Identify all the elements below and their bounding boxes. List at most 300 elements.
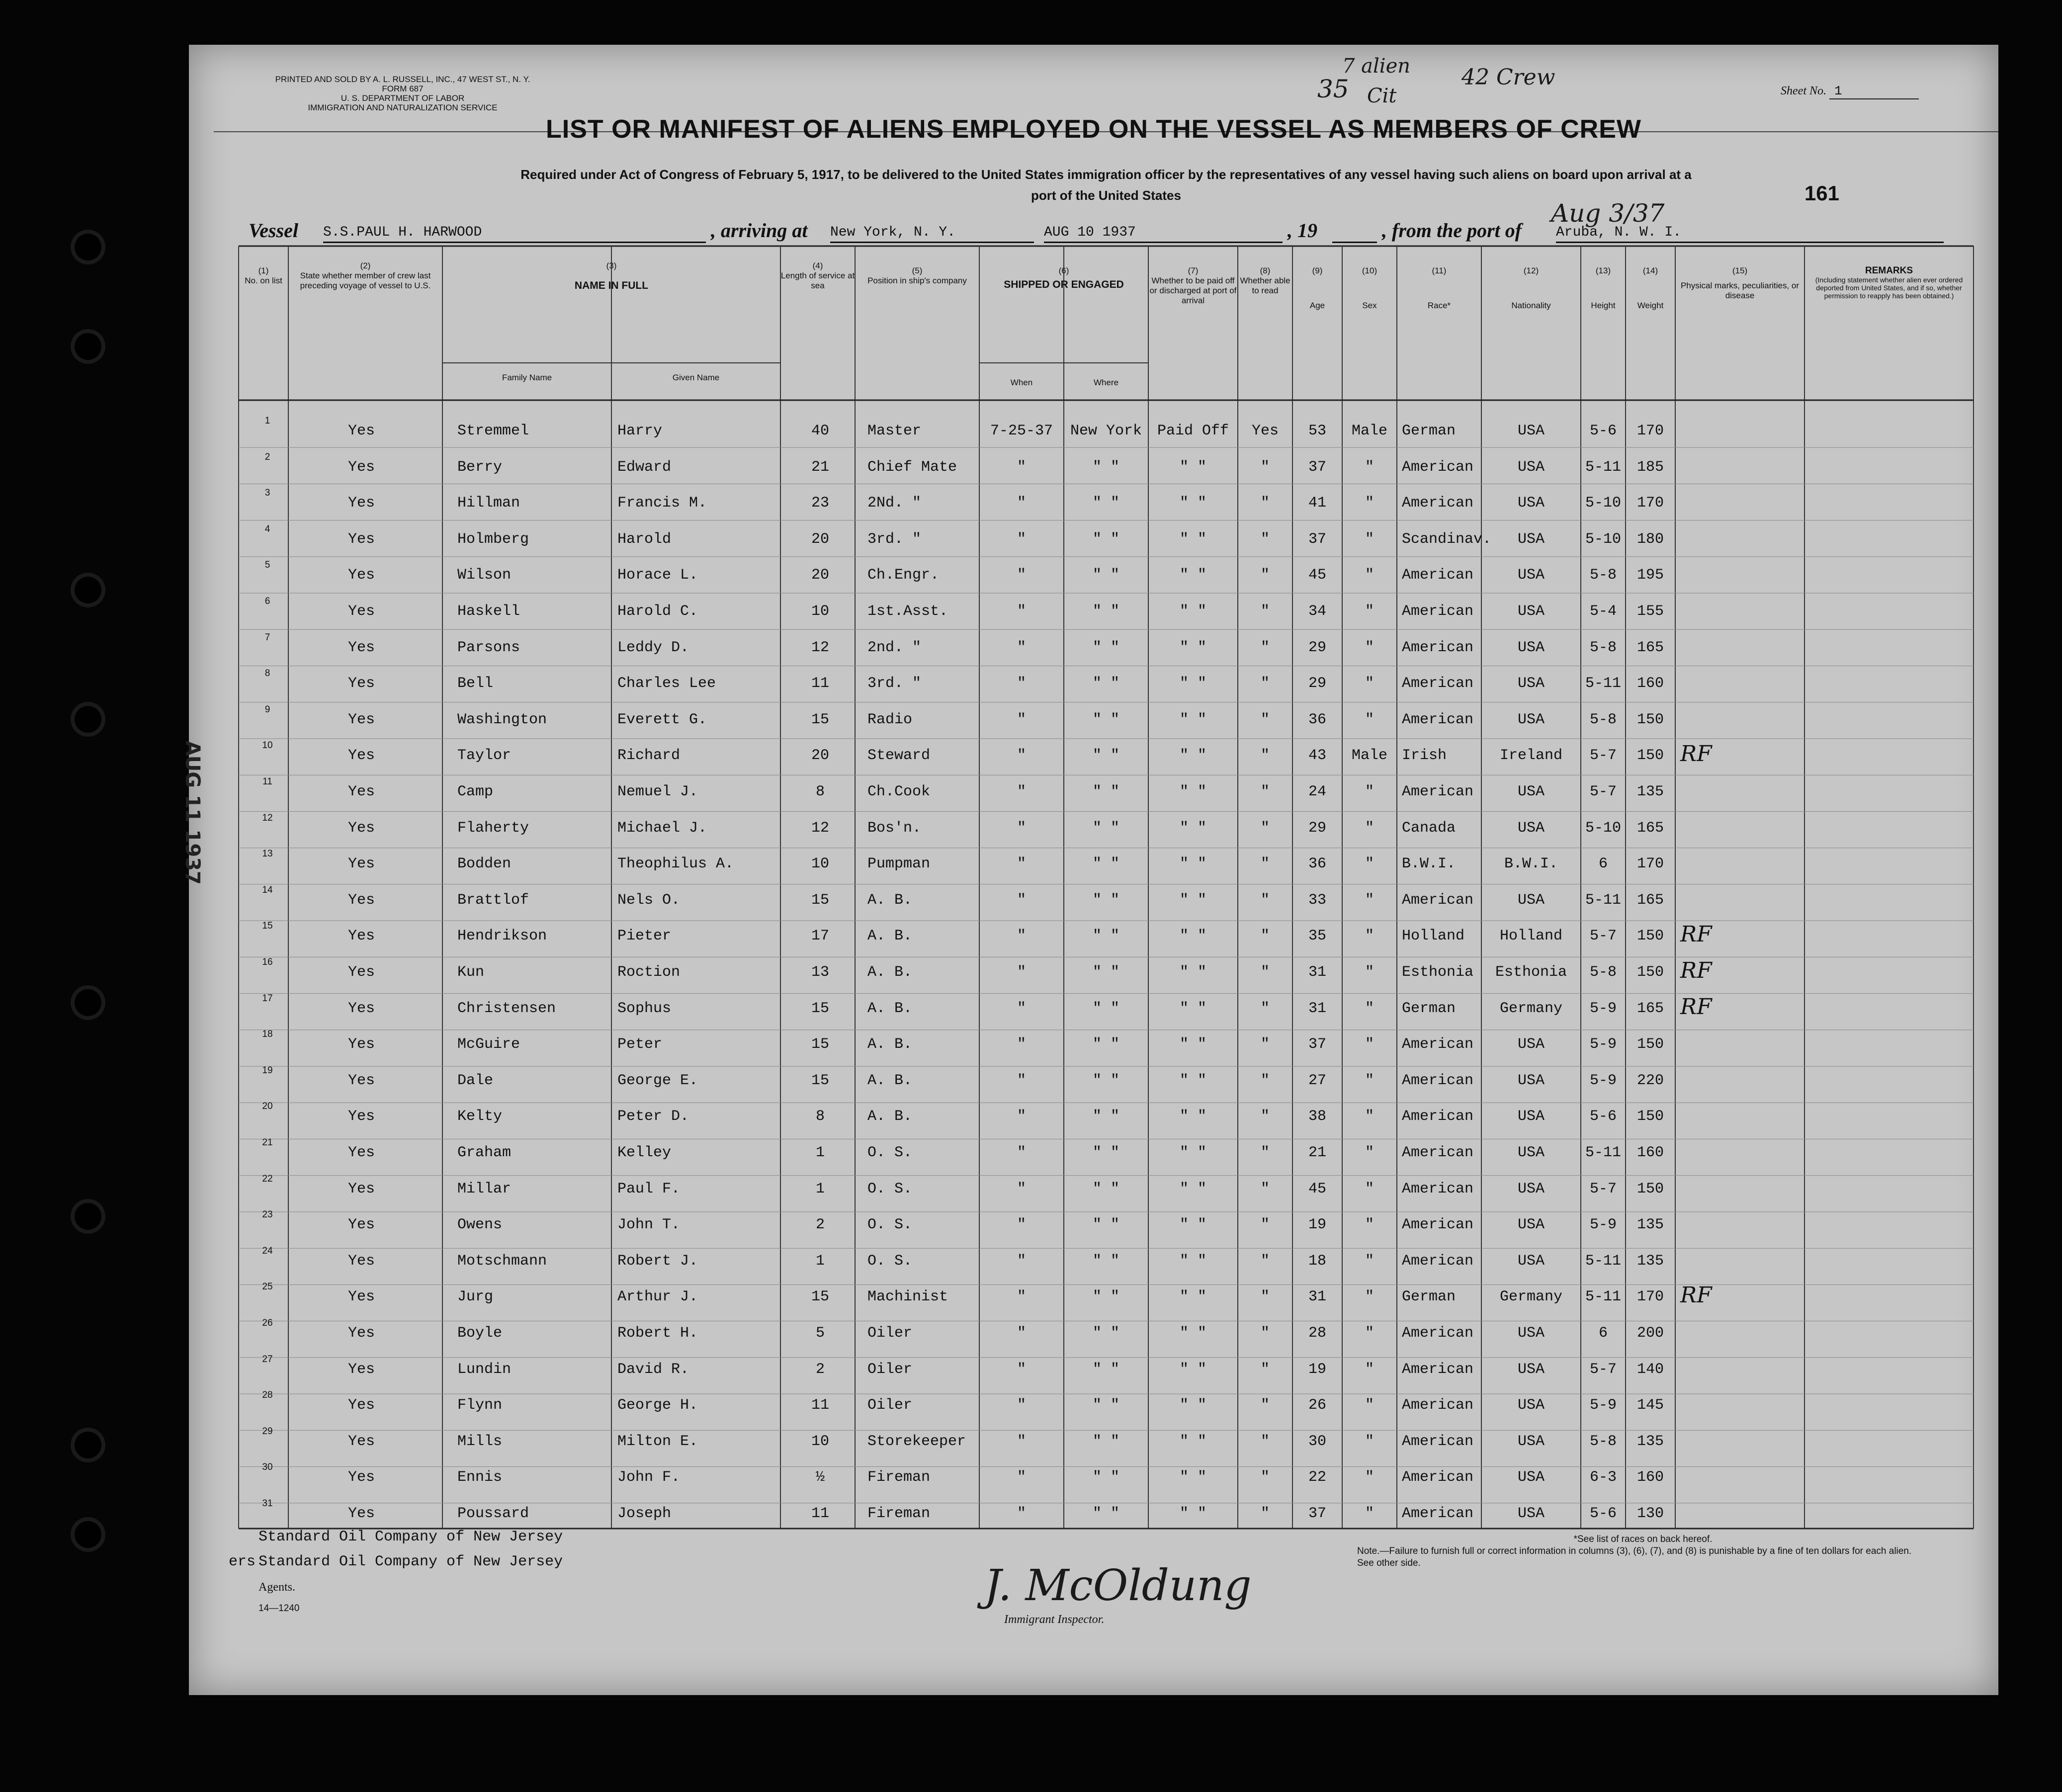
cell-weight: 170	[1636, 495, 1664, 512]
cell-age: 38	[1308, 1108, 1326, 1125]
cell-height: 5-9	[1589, 1000, 1617, 1017]
cell-position: Oiler	[867, 1325, 913, 1342]
remarks-label: REMARKS	[1865, 265, 1913, 276]
cell-paid: " "	[1179, 1433, 1206, 1450]
cell-race: Esthonia	[1402, 964, 1474, 981]
cell-prev: Yes	[348, 1216, 375, 1234]
cell-given: George E.	[617, 1072, 698, 1089]
cell-family: Haskell	[457, 603, 520, 620]
cell-age: 18	[1308, 1252, 1326, 1270]
col-label: Physical marks, peculiarities, or disease	[1680, 281, 1800, 300]
cell-where: " "	[1092, 1108, 1119, 1125]
cell-paid: " "	[1179, 639, 1206, 656]
cell-paid: " "	[1179, 747, 1206, 765]
operator-prefix: ers	[229, 1553, 256, 1570]
cell-given: Edward	[617, 458, 672, 476]
cell-height: 6	[1598, 1325, 1608, 1342]
cell-when: "	[1017, 1252, 1026, 1270]
printer-line: PRINTED AND SOLD BY A. L. RUSSELL, INC., 47 WEST ST., N. Y.	[275, 75, 530, 84]
handwritten-note-alien: 7 alien	[1342, 55, 1411, 78]
col-number: (12)	[1523, 266, 1539, 275]
cell-race: American	[1402, 675, 1474, 692]
department-line: U. S. DEPARTMENT OF LABOR	[341, 93, 465, 103]
cell-position: A. B.	[867, 964, 913, 981]
cell-no: 27	[262, 1354, 273, 1365]
cell-where: " "	[1092, 1361, 1119, 1378]
cell-service: 40	[811, 423, 829, 439]
cell-when: "	[1017, 1397, 1026, 1414]
cell-height: 5-8	[1589, 964, 1617, 981]
cell-height: 5-8	[1589, 711, 1617, 728]
cell-paid: " "	[1179, 1144, 1206, 1161]
cell-height: 5-9	[1589, 1072, 1617, 1089]
cell-marks: RF	[1680, 922, 1712, 947]
cell-where: " "	[1092, 1144, 1119, 1161]
cell-service: 15	[811, 1288, 829, 1306]
cell-position: 1st.Asst.	[867, 603, 948, 620]
cell-sex: "	[1365, 495, 1374, 512]
cell-paid: " "	[1179, 1180, 1206, 1197]
cell-height: 5-8	[1589, 1433, 1617, 1450]
cell-prev: Yes	[348, 1325, 375, 1342]
arrival-date: AUG 10 1937	[1044, 225, 1283, 243]
cell-nationality: USA	[1517, 1433, 1545, 1450]
cell-weight: 165	[1636, 819, 1664, 837]
cell-sex: "	[1365, 639, 1374, 656]
cell-position: Steward	[867, 747, 931, 765]
cell-family: Stremmel	[457, 423, 529, 439]
col-label: Height	[1591, 301, 1616, 310]
cell-paid: " "	[1179, 1469, 1206, 1486]
cell-where: " "	[1092, 1252, 1119, 1270]
cell-race: American	[1402, 639, 1474, 656]
col-number: (5)	[912, 266, 923, 275]
cell-family: Flaherty	[457, 819, 529, 837]
cell-position: Pumpman	[867, 855, 931, 873]
cell-service: 21	[811, 458, 829, 476]
cell-height: 5-10	[1585, 495, 1621, 512]
cell-sex: "	[1365, 1469, 1374, 1486]
cell-paid: " "	[1179, 819, 1206, 837]
cell-position: A. B.	[867, 1036, 913, 1053]
cell-sex: "	[1365, 855, 1374, 873]
cell-no: 9	[264, 704, 270, 715]
cell-no: 1	[264, 416, 270, 426]
cell-given: Pieter	[617, 928, 672, 945]
cell-weight: 185	[1636, 458, 1664, 476]
cell-family: Jurg	[457, 1288, 494, 1306]
cell-where: New York	[1070, 423, 1142, 439]
cell-position: Storekeeper	[867, 1433, 966, 1450]
cell-prev: Yes	[348, 603, 375, 620]
cell-weight: 160	[1636, 675, 1664, 692]
cell-service: 20	[811, 530, 829, 548]
cell-when: "	[1017, 1216, 1026, 1234]
cell-service: 10	[811, 855, 829, 873]
cell-when: "	[1017, 747, 1026, 765]
cell-age: 31	[1308, 1288, 1326, 1306]
cell-age: 26	[1308, 1397, 1326, 1414]
cell-weight: 165	[1636, 1000, 1664, 1017]
cell-age: 31	[1308, 964, 1326, 981]
cell-weight: 135	[1636, 1216, 1664, 1234]
cell-service: 20	[811, 747, 829, 765]
cell-paid: " "	[1179, 675, 1206, 692]
cell-prev: Yes	[348, 891, 375, 909]
cell-given: Arthur J.	[617, 1288, 698, 1306]
cell-no: 25	[262, 1281, 273, 1292]
cell-paid: " "	[1179, 1252, 1206, 1270]
cell-paid: " "	[1179, 1325, 1206, 1342]
cell-height: 5-9	[1589, 1216, 1617, 1234]
cell-paid: " "	[1179, 1036, 1206, 1053]
cell-service: 20	[811, 567, 829, 584]
cell-weight: 135	[1636, 1252, 1664, 1270]
cell-service: 10	[811, 603, 829, 620]
cell-when: "	[1017, 1325, 1026, 1342]
date-stamp: AUG 11 1937	[181, 741, 204, 885]
cell-weight: 195	[1636, 567, 1664, 584]
binder-holes	[0, 0, 189, 1792]
cell-position: O. S.	[867, 1180, 913, 1197]
cell-given: Paul F.	[617, 1180, 681, 1197]
col-number: (11)	[1432, 266, 1447, 275]
cell-given: Joseph	[617, 1505, 672, 1522]
cell-race: American	[1402, 1108, 1474, 1125]
cell-sex: "	[1365, 675, 1374, 692]
cell-no: 24	[262, 1245, 273, 1256]
cell-position: A. B.	[867, 1000, 913, 1017]
cell-position: A. B.	[867, 1108, 913, 1125]
cell-nationality: USA	[1517, 567, 1545, 584]
binder-hole	[75, 1521, 101, 1548]
cell-position: A. B.	[867, 928, 913, 945]
cell-given: Theophilus A.	[617, 855, 734, 873]
cell-when: "	[1017, 1072, 1026, 1089]
cell-sex: "	[1365, 1108, 1374, 1125]
cell-service: 15	[811, 1036, 829, 1053]
cell-age: 29	[1308, 819, 1326, 837]
cell-race: American	[1402, 1036, 1474, 1053]
cell-sex: "	[1365, 1252, 1374, 1270]
cell-family: Kun	[457, 964, 485, 981]
cell-age: 29	[1308, 675, 1326, 692]
crew-table	[189, 45, 1998, 1695]
cell-height: 5-7	[1589, 1180, 1617, 1197]
penalty-note: Note.—Failure to furnish full or correct information in columns (3), (6), (7), and (8) is punishable by a fine of ten dollars for each alien. See other side.	[1357, 1546, 1912, 1568]
handwritten-note-top: 35	[1317, 75, 1349, 103]
cell-read: "	[1260, 1361, 1270, 1378]
cell-weight: 150	[1636, 711, 1664, 728]
cell-prev: Yes	[348, 1144, 375, 1161]
cell-service: 8	[815, 783, 825, 800]
agents-line: Agents.	[258, 1581, 295, 1594]
cell-when: "	[1017, 495, 1026, 512]
cell-where: " "	[1092, 1469, 1119, 1486]
cell-height: 6-3	[1589, 1469, 1617, 1486]
cell-where: " "	[1092, 603, 1119, 620]
cell-age: 21	[1308, 1144, 1326, 1161]
cell-nationality: USA	[1517, 530, 1545, 548]
cell-position: O. S.	[867, 1144, 913, 1161]
cell-race: American	[1402, 495, 1474, 512]
cell-given: Milton E.	[617, 1433, 698, 1450]
arriving-port: New York, N. Y.	[830, 225, 1034, 243]
cell-family: Christensen	[457, 1000, 556, 1017]
cell-no: 17	[262, 993, 273, 1004]
cell-age: 30	[1308, 1433, 1326, 1450]
cell-prev: Yes	[348, 783, 375, 800]
cell-sex: "	[1365, 891, 1374, 909]
family-name-header: Family Name	[502, 373, 552, 382]
cell-nationality: USA	[1517, 639, 1545, 656]
cell-paid: " "	[1179, 928, 1206, 945]
cell-age: 37	[1308, 1036, 1326, 1053]
cell-service: 12	[811, 819, 829, 837]
cell-race: American	[1402, 1361, 1474, 1378]
cell-when: "	[1017, 855, 1026, 873]
cell-paid: " "	[1179, 855, 1206, 873]
col-label: Age	[1309, 301, 1325, 310]
col-label: Sex	[1362, 301, 1377, 310]
cell-family: Boyle	[457, 1325, 503, 1342]
cell-paid: " "	[1179, 495, 1206, 512]
cell-prev: Yes	[348, 1036, 375, 1053]
cell-sex: "	[1365, 1433, 1374, 1450]
cell-height: 5-11	[1585, 1144, 1621, 1161]
cell-family: Kelty	[457, 1108, 503, 1125]
cell-weight: 150	[1636, 747, 1664, 765]
cell-family: Millar	[457, 1180, 512, 1197]
cell-when: "	[1017, 1036, 1026, 1053]
cell-position: Bos'n.	[867, 819, 922, 837]
form-number: FORM 687	[382, 84, 424, 93]
cell-family: Owens	[457, 1216, 503, 1234]
cell-nationality: USA	[1517, 603, 1545, 620]
binder-hole	[75, 1203, 101, 1230]
cell-given: Peter	[617, 1036, 663, 1053]
cell-family: Lundin	[457, 1361, 512, 1378]
cell-race: American	[1402, 603, 1474, 620]
cell-weight: 150	[1636, 1108, 1664, 1125]
cell-age: 37	[1308, 458, 1326, 476]
cell-no: 6	[264, 596, 270, 606]
cell-prev: Yes	[348, 639, 375, 656]
cell-nationality: USA	[1517, 1180, 1545, 1197]
cell-age: 28	[1308, 1325, 1326, 1342]
cell-prev: Yes	[348, 1469, 375, 1486]
cell-age: 19	[1308, 1216, 1326, 1234]
page-number: 161	[1804, 181, 1839, 205]
cell-nationality: USA	[1517, 423, 1545, 439]
cell-where: " "	[1092, 675, 1119, 692]
cell-nationality: Esthonia	[1495, 964, 1567, 981]
cell-no: 23	[262, 1209, 273, 1220]
cell-prev: Yes	[348, 747, 375, 765]
cell-where: " "	[1092, 1180, 1119, 1197]
cell-service: 23	[811, 495, 829, 512]
cell-family: Ennis	[457, 1469, 503, 1486]
cell-age: 45	[1308, 1180, 1326, 1197]
cell-no: 20	[262, 1101, 273, 1112]
cell-given: Francis M.	[617, 495, 707, 512]
cell-when: 7-25-37	[990, 423, 1053, 439]
cell-when: "	[1017, 1361, 1026, 1378]
cell-age: 24	[1308, 783, 1326, 800]
cell-when: "	[1017, 530, 1026, 548]
cell-read: "	[1260, 639, 1270, 656]
cell-prev: Yes	[348, 495, 375, 512]
cell-service: 17	[811, 928, 829, 945]
cell-race: German	[1402, 1000, 1456, 1017]
cell-sex: "	[1365, 928, 1374, 945]
cell-race: American	[1402, 1216, 1474, 1234]
cell-position: Radio	[867, 711, 913, 728]
cell-height: 5-11	[1585, 1252, 1621, 1270]
cell-nationality: USA	[1517, 1036, 1545, 1053]
cell-nationality: USA	[1517, 1397, 1545, 1414]
cell-height: 5-9	[1589, 1397, 1617, 1414]
cell-read: "	[1260, 928, 1270, 945]
cell-where: " "	[1092, 1325, 1119, 1342]
cell-height: 5-6	[1589, 1505, 1617, 1522]
cell-sex: "	[1365, 1288, 1374, 1306]
cell-nationality: USA	[1517, 1144, 1545, 1161]
cell-read: "	[1260, 567, 1270, 584]
cell-position: Chief Mate	[867, 458, 957, 476]
cell-when: "	[1017, 567, 1026, 584]
remarks-sublabel: (Including statement whether alien ever ordered deported from United States, and if so, whether permission to reapply has been obtained.)	[1815, 276, 1963, 300]
cell-sex: "	[1365, 458, 1374, 476]
col-label: NAME IN FULL	[574, 280, 649, 291]
cell-weight: 130	[1636, 1505, 1664, 1522]
cell-no: 2	[264, 451, 270, 462]
cell-nationality: USA	[1517, 495, 1545, 512]
cell-weight: 160	[1636, 1144, 1664, 1161]
cell-given: George H.	[617, 1397, 698, 1414]
cell-height: 5-9	[1589, 1036, 1617, 1053]
cell-read: "	[1260, 1216, 1270, 1234]
cell-height: 5-8	[1589, 639, 1617, 656]
cell-prev: Yes	[348, 1252, 375, 1270]
cell-position: Master	[867, 423, 922, 439]
col-label: Race*	[1427, 301, 1451, 310]
cell-weight: 160	[1636, 1469, 1664, 1486]
cell-no: 18	[262, 1029, 273, 1040]
cell-when: "	[1017, 819, 1026, 837]
cell-read: "	[1260, 1288, 1270, 1306]
cell-nationality: USA	[1517, 783, 1545, 800]
cell-position: Fireman	[867, 1505, 931, 1522]
cell-height: 5-4	[1589, 603, 1617, 620]
cell-paid: " "	[1179, 1108, 1206, 1125]
sheet-number-label: Sheet No.	[1781, 85, 1826, 97]
page-title: LIST OR MANIFEST OF ALIENS EMPLOYED ON THE VESSEL AS MEMBERS OF CREW	[546, 115, 1641, 144]
cell-read: "	[1260, 891, 1270, 909]
cell-race: American	[1402, 1252, 1474, 1270]
cell-marks: RF	[1680, 958, 1712, 983]
binder-hole	[75, 706, 101, 733]
cell-no: 8	[264, 668, 270, 679]
inspector-signature	[984, 1561, 1252, 1611]
cell-race: American	[1402, 567, 1474, 584]
cell-race: American	[1402, 1505, 1474, 1522]
cell-family: Graham	[457, 1144, 512, 1161]
cell-sex: "	[1365, 1000, 1374, 1017]
cell-sex: "	[1365, 1036, 1374, 1053]
cell-weight: 170	[1636, 1288, 1664, 1306]
cell-nationality: USA	[1517, 1469, 1545, 1486]
cell-read: "	[1260, 1144, 1270, 1161]
cell-position: A. B.	[867, 1072, 913, 1089]
col-number: (14)	[1642, 266, 1658, 275]
cell-read: "	[1260, 819, 1270, 837]
cell-service: 15	[811, 891, 829, 909]
cell-height: 5-6	[1589, 1108, 1617, 1125]
binder-hole	[75, 577, 101, 603]
cell-weight: 135	[1636, 1433, 1664, 1450]
cell-given: Nemuel J.	[617, 783, 698, 800]
when-header: When	[1010, 378, 1033, 387]
cell-where: " "	[1092, 1000, 1119, 1017]
cell-where: " "	[1092, 530, 1119, 548]
cell-read: "	[1260, 495, 1270, 512]
cell-where: " "	[1092, 891, 1119, 909]
cell-where: " "	[1092, 819, 1119, 837]
cell-given: Robert J.	[617, 1252, 698, 1270]
cell-where: " "	[1092, 1433, 1119, 1450]
cell-nationality: B.W.I.	[1504, 855, 1558, 873]
cell-race: American	[1402, 1144, 1474, 1161]
cell-prev: Yes	[348, 423, 375, 439]
race-note: *See list of races on back hereof.	[1573, 1534, 1713, 1544]
cell-where: " "	[1092, 1288, 1119, 1306]
cell-family: Brattlof	[457, 891, 529, 909]
cell-when: "	[1017, 1000, 1026, 1017]
cell-nationality: USA	[1517, 1325, 1545, 1342]
cell-paid: " "	[1179, 1505, 1206, 1522]
from-port: Aruba, N. W. I.	[1556, 225, 1944, 243]
cell-nationality: USA	[1517, 711, 1545, 728]
cell-paid: " "	[1179, 530, 1206, 548]
cell-given: Harry	[617, 423, 663, 439]
cell-prev: Yes	[348, 819, 375, 837]
cell-no: 11	[262, 776, 272, 787]
cell-paid: " "	[1179, 603, 1206, 620]
cell-nationality: USA	[1517, 675, 1545, 692]
cell-where: " "	[1092, 1072, 1119, 1089]
cell-paid: " "	[1179, 1361, 1206, 1378]
cell-height: 5-11	[1585, 1288, 1621, 1306]
cell-service: 15	[811, 1000, 829, 1017]
cell-nationality: USA	[1517, 819, 1545, 837]
cell-prev: Yes	[348, 1180, 375, 1197]
cell-prev: Yes	[348, 928, 375, 945]
cell-given: Leddy D.	[617, 639, 689, 656]
cell-race: Canada	[1402, 819, 1456, 837]
cell-family: Dale	[457, 1072, 494, 1089]
cell-age: 43	[1308, 747, 1326, 765]
where-header: Where	[1093, 378, 1119, 387]
cell-prev: Yes	[348, 1000, 375, 1017]
cell-age: 35	[1308, 928, 1326, 945]
cell-read: "	[1260, 603, 1270, 620]
cell-position: 2nd. "	[867, 639, 922, 656]
col-number: (2)	[360, 261, 371, 270]
cell-sex: Male	[1351, 423, 1387, 439]
cell-sex: "	[1365, 1144, 1374, 1161]
cell-given: John T.	[617, 1216, 681, 1234]
